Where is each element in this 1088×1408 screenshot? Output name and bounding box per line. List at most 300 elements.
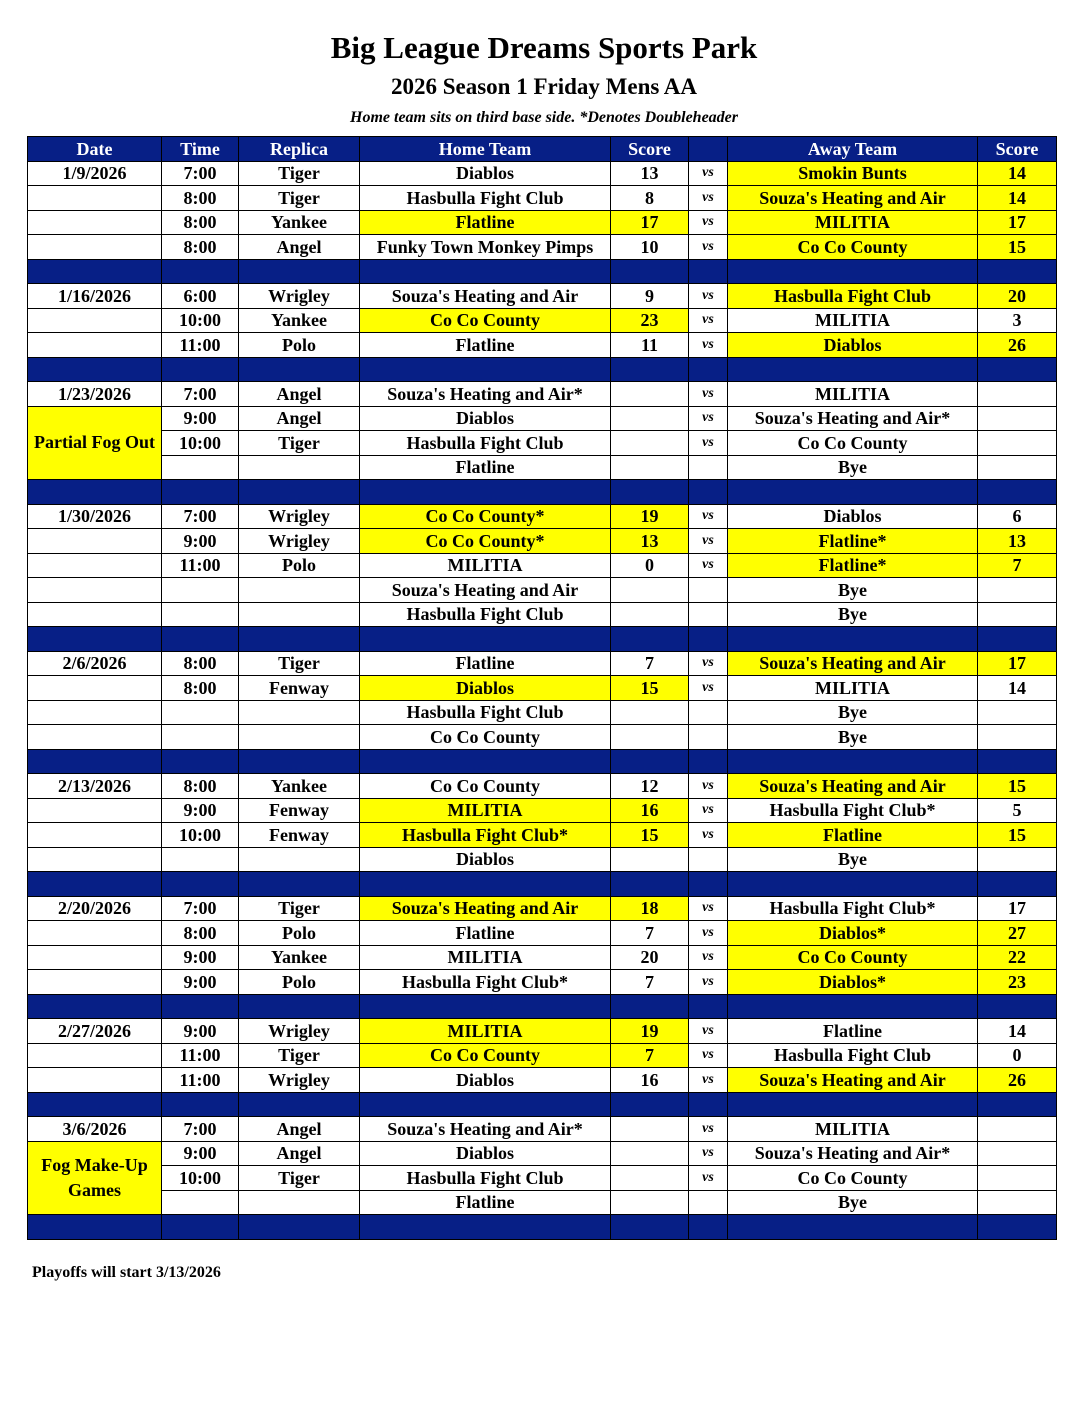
home-team: MILITIA — [360, 945, 611, 970]
game-date: 2/13/2026 — [28, 774, 162, 799]
separator-cell — [239, 259, 360, 284]
game-field — [239, 725, 360, 750]
away-score: 22 — [978, 945, 1057, 970]
game-field: Wrigley — [239, 1068, 360, 1093]
separator-cell — [28, 1092, 162, 1117]
away-score: 20 — [978, 284, 1057, 309]
away-team: Co Co County — [728, 1166, 978, 1191]
separator-cell — [28, 749, 162, 774]
separator-cell — [360, 872, 611, 897]
game-time: 9:00 — [162, 406, 239, 431]
separator-cell — [689, 1215, 728, 1240]
home-team: Diablos — [360, 161, 611, 186]
home-score: 13 — [611, 529, 689, 554]
away-team: Diablos — [728, 333, 978, 358]
col-vs — [689, 137, 728, 162]
vs-label: vs — [689, 553, 728, 578]
vs-label — [689, 455, 728, 480]
separator-cell — [28, 627, 162, 652]
game-field: Angel — [239, 382, 360, 407]
game-row — [28, 774, 1057, 799]
away-score — [978, 1141, 1057, 1166]
away-team: Souza's Heating and Air — [728, 186, 978, 211]
game-field: Tiger — [239, 1043, 360, 1068]
away-team: Bye — [728, 455, 978, 480]
game-row — [28, 1043, 1057, 1068]
game-time — [162, 1190, 239, 1215]
away-team: Bye — [728, 700, 978, 725]
game-row — [28, 945, 1057, 970]
home-team: Flatline — [360, 455, 611, 480]
game-time: 9:00 — [162, 970, 239, 995]
week-separator — [28, 872, 1057, 897]
separator-cell — [162, 749, 239, 774]
game-time — [162, 578, 239, 603]
home-team: Diablos — [360, 406, 611, 431]
game-time: 8:00 — [162, 921, 239, 946]
separator-cell — [360, 357, 611, 382]
home-score: 9 — [611, 284, 689, 309]
away-score: 14 — [978, 1019, 1057, 1044]
date-empty — [28, 847, 162, 872]
home-score — [611, 406, 689, 431]
page-subtitle: 2026 Season 1 Friday Mens AA — [390, 74, 698, 99]
separator-cell — [611, 1215, 689, 1240]
game-row — [28, 455, 1057, 480]
game-field — [239, 700, 360, 725]
home-score: 15 — [611, 823, 689, 848]
away-team: MILITIA — [728, 308, 978, 333]
game-date: 2/27/2026 — [28, 1019, 162, 1044]
vs-label: vs — [689, 210, 728, 235]
separator-cell — [978, 627, 1057, 652]
separator-cell — [611, 627, 689, 652]
away-score: 5 — [978, 798, 1057, 823]
game-row — [28, 210, 1057, 235]
game-time — [162, 700, 239, 725]
away-score: 6 — [978, 504, 1057, 529]
away-team: Souza's Heating and Air — [728, 774, 978, 799]
home-team: Co Co County — [360, 308, 611, 333]
separator-cell — [689, 1092, 728, 1117]
vs-label: vs — [689, 651, 728, 676]
game-time: 8:00 — [162, 676, 239, 701]
home-score — [611, 847, 689, 872]
separator-cell — [162, 1092, 239, 1117]
date-empty — [28, 529, 162, 554]
vs-label — [689, 700, 728, 725]
away-team: Flatline* — [728, 529, 978, 554]
separator-cell — [28, 1215, 162, 1240]
away-score — [978, 382, 1057, 407]
separator-cell — [728, 1092, 978, 1117]
playoffs-note: Playoffs will start 3/13/2026 — [32, 1264, 221, 1281]
vs-label — [689, 1190, 728, 1215]
game-time: 10:00 — [162, 308, 239, 333]
vs-label: vs — [689, 504, 728, 529]
away-score — [978, 455, 1057, 480]
home-score: 17 — [611, 210, 689, 235]
home-team: Co Co County — [360, 774, 611, 799]
game-row — [28, 1190, 1057, 1215]
date-empty — [28, 823, 162, 848]
separator-cell — [611, 749, 689, 774]
away-score: 17 — [978, 210, 1057, 235]
home-score — [611, 455, 689, 480]
away-score: 17 — [978, 651, 1057, 676]
game-time: 10:00 — [162, 823, 239, 848]
home-team: Flatline — [360, 651, 611, 676]
home-team: Co Co County — [360, 1043, 611, 1068]
date-empty — [28, 1043, 162, 1068]
separator-cell — [689, 749, 728, 774]
separator-cell — [978, 1215, 1057, 1240]
game-field — [239, 602, 360, 627]
away-score — [978, 602, 1057, 627]
away-team: Souza's Heating and Air* — [728, 1141, 978, 1166]
separator-cell — [239, 749, 360, 774]
away-score: 14 — [978, 161, 1057, 186]
away-team: Souza's Heating and Air — [728, 651, 978, 676]
separator-cell — [360, 1215, 611, 1240]
away-team: Flatline* — [728, 553, 978, 578]
date-empty — [28, 210, 162, 235]
away-team: MILITIA — [728, 210, 978, 235]
separator-cell — [689, 480, 728, 505]
separator-cell — [28, 872, 162, 897]
game-row — [28, 602, 1057, 627]
separator-cell — [689, 259, 728, 284]
vs-label: vs — [689, 308, 728, 333]
game-field: Tiger — [239, 161, 360, 186]
vs-label: vs — [689, 1141, 728, 1166]
game-field: Polo — [239, 970, 360, 995]
vs-label: vs — [689, 406, 728, 431]
game-row — [28, 725, 1057, 750]
separator-cell — [239, 994, 360, 1019]
game-row — [28, 921, 1057, 946]
home-score: 11 — [611, 333, 689, 358]
game-time: 9:00 — [162, 1141, 239, 1166]
away-team: Diablos* — [728, 970, 978, 995]
away-score: 15 — [978, 774, 1057, 799]
away-score — [978, 406, 1057, 431]
col-date: Date — [28, 137, 162, 162]
away-team: Bye — [728, 578, 978, 603]
separator-cell — [689, 357, 728, 382]
home-score: 19 — [611, 1019, 689, 1044]
away-team: Bye — [728, 847, 978, 872]
vs-label: vs — [689, 284, 728, 309]
home-team: Diablos — [360, 676, 611, 701]
game-time: 9:00 — [162, 945, 239, 970]
vs-label: vs — [689, 1019, 728, 1044]
date-empty — [28, 602, 162, 627]
home-score: 16 — [611, 1068, 689, 1093]
separator-cell — [728, 627, 978, 652]
game-date: 3/6/2026 — [28, 1117, 162, 1142]
game-row — [28, 798, 1057, 823]
game-field: Polo — [239, 921, 360, 946]
date-note: Partial Fog Out — [28, 406, 162, 480]
game-time — [162, 847, 239, 872]
home-team: Hasbulla Fight Club* — [360, 823, 611, 848]
vs-label: vs — [689, 382, 728, 407]
game-date: 1/23/2026 — [28, 382, 162, 407]
schedule-note: Home team sits on third base side. *Denotes Doubleheader — [350, 109, 738, 126]
game-field: Angel — [239, 406, 360, 431]
game-row — [28, 333, 1057, 358]
away-team: Souza's Heating and Air — [728, 1068, 978, 1093]
home-score — [611, 1117, 689, 1142]
week-separator — [28, 259, 1057, 284]
date-empty — [28, 970, 162, 995]
game-time: 7:00 — [162, 896, 239, 921]
home-team: Hasbulla Fight Club — [360, 700, 611, 725]
game-time: 7:00 — [162, 504, 239, 529]
home-team: Hasbulla Fight Club* — [360, 970, 611, 995]
away-team: Bye — [728, 602, 978, 627]
separator-cell — [611, 872, 689, 897]
game-time: 8:00 — [162, 186, 239, 211]
away-score — [978, 847, 1057, 872]
separator-cell — [728, 749, 978, 774]
game-field: Wrigley — [239, 284, 360, 309]
game-field: Angel — [239, 235, 360, 260]
away-score — [978, 578, 1057, 603]
game-time: 11:00 — [162, 553, 239, 578]
home-team: Souza's Heating and Air — [360, 896, 611, 921]
game-row — [28, 284, 1057, 309]
away-team: Co Co County — [728, 235, 978, 260]
home-score — [611, 578, 689, 603]
home-score: 12 — [611, 774, 689, 799]
date-empty — [28, 798, 162, 823]
vs-label: vs — [689, 970, 728, 995]
week-separator — [28, 1092, 1057, 1117]
date-empty — [28, 186, 162, 211]
vs-label — [689, 847, 728, 872]
separator-cell — [239, 872, 360, 897]
week-separator — [28, 627, 1057, 652]
vs-label: vs — [689, 333, 728, 358]
game-time: 8:00 — [162, 651, 239, 676]
game-date: 1/30/2026 — [28, 504, 162, 529]
home-team: Co Co County* — [360, 504, 611, 529]
separator-cell — [360, 749, 611, 774]
away-team: Diablos — [728, 504, 978, 529]
col-replica: Replica — [239, 137, 360, 162]
game-time: 11:00 — [162, 1068, 239, 1093]
date-empty — [28, 235, 162, 260]
away-score: 27 — [978, 921, 1057, 946]
game-time: 9:00 — [162, 1019, 239, 1044]
vs-label — [689, 602, 728, 627]
home-score — [611, 602, 689, 627]
home-score: 19 — [611, 504, 689, 529]
home-team: Souza's Heating and Air* — [360, 1117, 611, 1142]
vs-label: vs — [689, 921, 728, 946]
home-team: Hasbulla Fight Club — [360, 186, 611, 211]
separator-cell — [360, 994, 611, 1019]
separator-cell — [611, 480, 689, 505]
away-score: 26 — [978, 333, 1057, 358]
away-team: Co Co County — [728, 945, 978, 970]
home-team: MILITIA — [360, 553, 611, 578]
home-score: 20 — [611, 945, 689, 970]
vs-label: vs — [689, 186, 728, 211]
away-team: Hasbulla Fight Club — [728, 1043, 978, 1068]
game-date: 2/20/2026 — [28, 896, 162, 921]
game-time: 8:00 — [162, 210, 239, 235]
separator-cell — [162, 259, 239, 284]
away-score — [978, 725, 1057, 750]
separator-cell — [611, 259, 689, 284]
vs-label: vs — [689, 945, 728, 970]
home-score — [611, 431, 689, 456]
home-score: 18 — [611, 896, 689, 921]
away-score: 0 — [978, 1043, 1057, 1068]
game-date: 1/9/2026 — [28, 161, 162, 186]
col-home-team: Home Team — [360, 137, 611, 162]
vs-label: vs — [689, 774, 728, 799]
separator-cell — [978, 259, 1057, 284]
home-score — [611, 382, 689, 407]
away-score: 13 — [978, 529, 1057, 554]
away-score: 15 — [978, 823, 1057, 848]
separator-cell — [360, 259, 611, 284]
game-field: Tiger — [239, 896, 360, 921]
away-score — [978, 1166, 1057, 1191]
game-time: 7:00 — [162, 382, 239, 407]
away-team: Bye — [728, 725, 978, 750]
header-row — [28, 137, 1057, 162]
home-score: 23 — [611, 308, 689, 333]
game-time: 9:00 — [162, 798, 239, 823]
game-row — [28, 1117, 1057, 1142]
away-team: Hasbulla Fight Club* — [728, 896, 978, 921]
separator-cell — [162, 994, 239, 1019]
separator-cell — [360, 627, 611, 652]
home-team: Diablos — [360, 847, 611, 872]
separator-cell — [689, 994, 728, 1019]
away-team: MILITIA — [728, 676, 978, 701]
game-field: Yankee — [239, 774, 360, 799]
date-empty — [28, 921, 162, 946]
away-score: 3 — [978, 308, 1057, 333]
game-row — [28, 235, 1057, 260]
vs-label: vs — [689, 823, 728, 848]
game-field: Wrigley — [239, 529, 360, 554]
vs-label: vs — [689, 161, 728, 186]
home-team: Hasbulla Fight Club — [360, 602, 611, 627]
game-date: 2/6/2026 — [28, 651, 162, 676]
game-row — [28, 970, 1057, 995]
home-score — [611, 700, 689, 725]
home-team: Co Co County* — [360, 529, 611, 554]
game-field — [239, 578, 360, 603]
home-team: Funky Town Monkey Pimps — [360, 235, 611, 260]
home-score: 0 — [611, 553, 689, 578]
away-team: Hasbulla Fight Club* — [728, 798, 978, 823]
away-score — [978, 700, 1057, 725]
vs-label: vs — [689, 896, 728, 921]
game-field: Yankee — [239, 945, 360, 970]
away-score: 15 — [978, 235, 1057, 260]
game-time — [162, 725, 239, 750]
game-row — [28, 1068, 1057, 1093]
game-field: Wrigley — [239, 504, 360, 529]
away-team: Co Co County — [728, 431, 978, 456]
week-separator — [28, 1215, 1057, 1240]
game-row — [28, 823, 1057, 848]
week-separator — [28, 994, 1057, 1019]
week-separator — [28, 357, 1057, 382]
vs-label: vs — [689, 798, 728, 823]
game-time: 6:00 — [162, 284, 239, 309]
home-team: Flatline — [360, 921, 611, 946]
game-row — [28, 676, 1057, 701]
home-team: Souza's Heating and Air — [360, 284, 611, 309]
away-score: 17 — [978, 896, 1057, 921]
away-team: MILITIA — [728, 382, 978, 407]
vs-label: vs — [689, 1068, 728, 1093]
home-score: 15 — [611, 676, 689, 701]
game-field: Polo — [239, 553, 360, 578]
col-home-score: Score — [611, 137, 689, 162]
separator-cell — [611, 994, 689, 1019]
vs-label: vs — [689, 529, 728, 554]
separator-cell — [239, 627, 360, 652]
game-row — [28, 308, 1057, 333]
game-date: 1/16/2026 — [28, 284, 162, 309]
separator-cell — [611, 1092, 689, 1117]
home-score: 7 — [611, 970, 689, 995]
week-separator — [28, 480, 1057, 505]
game-row — [28, 186, 1057, 211]
vs-label: vs — [689, 676, 728, 701]
home-team: Souza's Heating and Air* — [360, 382, 611, 407]
away-team: MILITIA — [728, 1117, 978, 1142]
home-score — [611, 1190, 689, 1215]
away-score: 14 — [978, 676, 1057, 701]
separator-cell — [978, 749, 1057, 774]
home-score — [611, 725, 689, 750]
away-score: 26 — [978, 1068, 1057, 1093]
game-row — [28, 431, 1057, 456]
date-empty — [28, 333, 162, 358]
col-time: Time — [162, 137, 239, 162]
date-empty — [28, 700, 162, 725]
game-row — [28, 504, 1057, 529]
separator-cell — [239, 357, 360, 382]
home-team: Souza's Heating and Air — [360, 578, 611, 603]
home-team: MILITIA — [360, 798, 611, 823]
separator-cell — [162, 357, 239, 382]
date-empty — [28, 308, 162, 333]
separator-cell — [239, 1215, 360, 1240]
game-row — [28, 382, 1057, 407]
game-row — [28, 553, 1057, 578]
game-time — [162, 602, 239, 627]
page-title: Big League Dreams Sports Park — [330, 30, 758, 65]
home-score — [611, 1141, 689, 1166]
game-time: 8:00 — [162, 235, 239, 260]
away-team: Flatline — [728, 1019, 978, 1044]
game-field — [239, 1190, 360, 1215]
home-team: Hasbulla Fight Club — [360, 431, 611, 456]
home-score: 10 — [611, 235, 689, 260]
